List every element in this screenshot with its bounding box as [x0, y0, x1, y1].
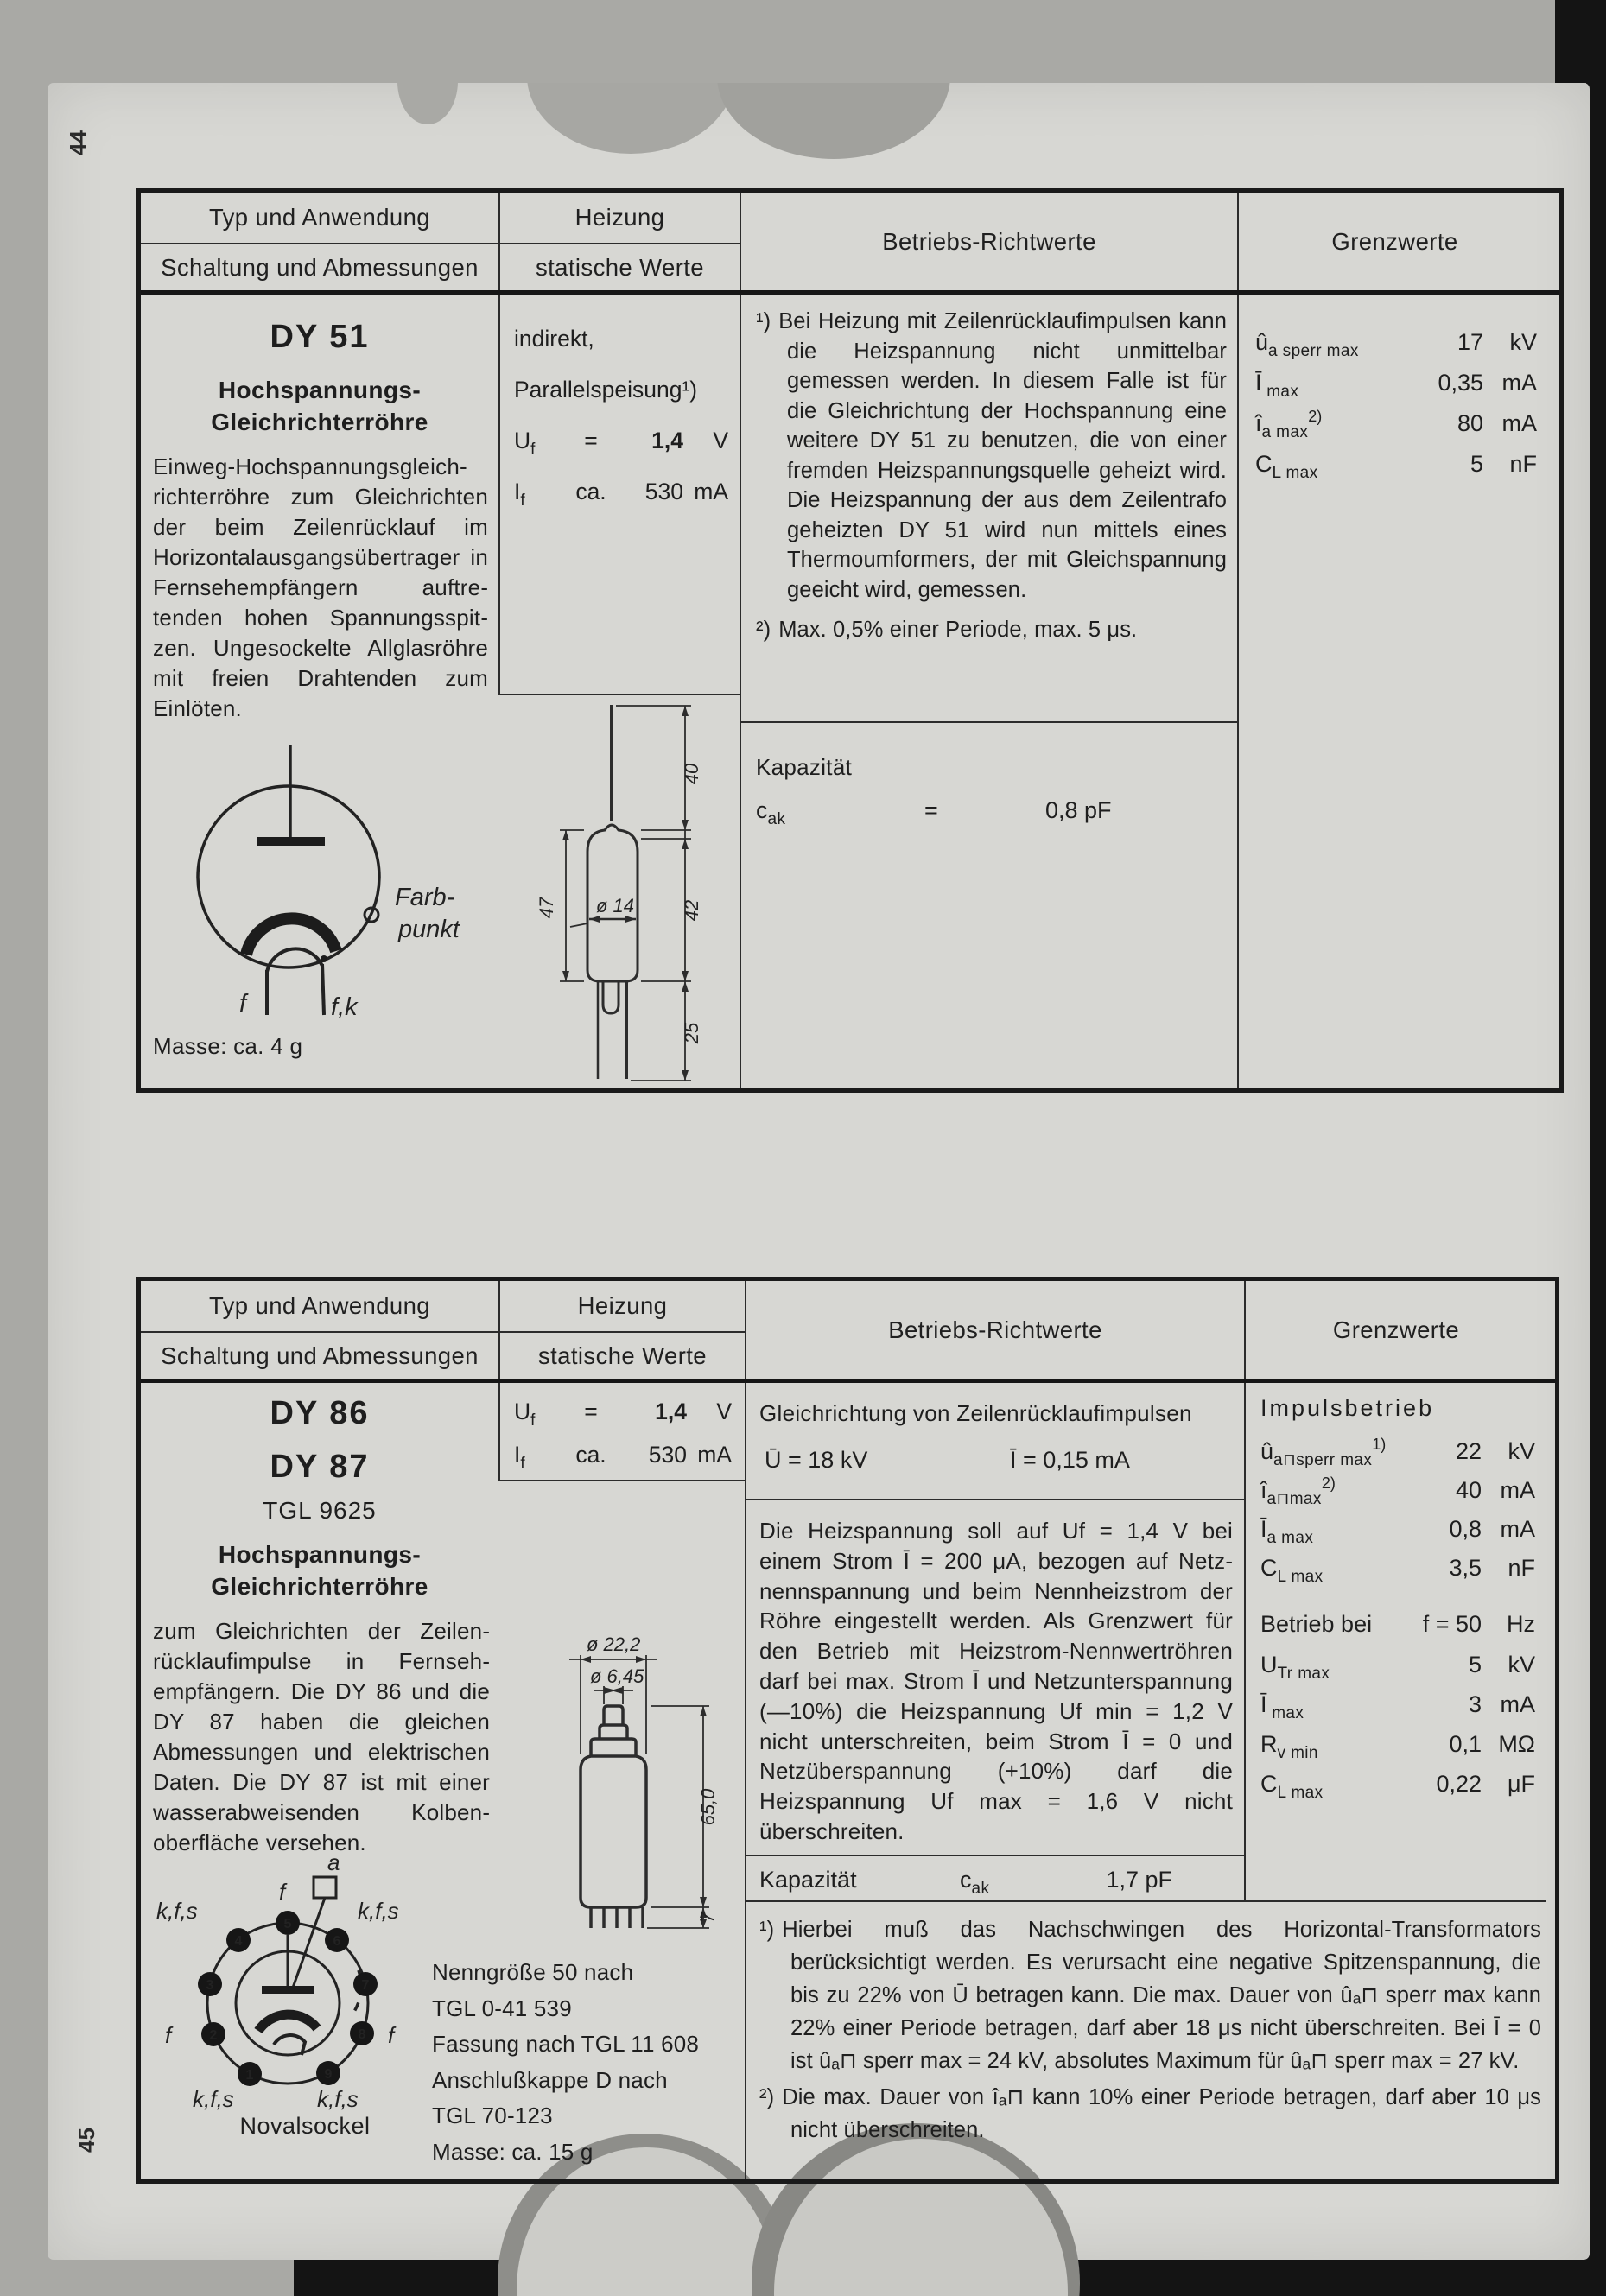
socket-info-line: Fassung nach TGL 11 608	[432, 2031, 700, 2057]
color-dot-label: Farb-	[395, 884, 455, 911]
socket-name: Novalsockel	[239, 2113, 371, 2139]
dim-pins: 7	[697, 1912, 719, 1924]
socket-info-line: Masse: ca. 15 g	[432, 2138, 594, 2165]
header-grenzwerte: Grenzwerte	[1331, 227, 1458, 255]
tube-subtitle-line1: Hochspannungs-	[218, 1541, 422, 1568]
tube-subtitle-line2: Gleichrichterröhre	[211, 1573, 428, 1600]
svg-text:f: f	[279, 1879, 286, 1905]
limit-row: C L max 0,22 μF	[1260, 1771, 1535, 1802]
page-number-top: 44	[64, 130, 91, 155]
header-statische-werte: statische Werte	[537, 1341, 707, 1369]
socket-info-line: Nenngröße 50 nach	[432, 1959, 634, 1985]
svg-text:2: 2	[209, 2028, 218, 2043]
divider	[745, 1281, 746, 2179]
heating-block	[514, 1399, 732, 1485]
limit-row: C L max 3,5 nF	[1260, 1555, 1535, 1586]
divider	[1237, 193, 1239, 1088]
header-heizung: Heizung	[577, 1292, 668, 1319]
svg-text:k,f,s: k,f,s	[317, 2086, 359, 2112]
capacitance-row	[756, 797, 1227, 832]
header-statische-werte: statische Werte	[535, 253, 704, 281]
exhaust-tip	[603, 981, 619, 1013]
heating-block	[514, 314, 728, 517]
header-typ-anwendung: Typ und Anwendung	[208, 1292, 431, 1319]
u-value: Ū = 18 kV	[765, 1447, 868, 1473]
bulb-body	[581, 1756, 646, 1907]
cak-value: 1,7 pF	[1106, 1867, 1172, 1893]
dim-body: 42	[681, 899, 702, 922]
heating-uf-row	[514, 415, 728, 466]
svg-text:k,f,s: k,f,s	[156, 1898, 198, 1924]
limit-row: R v min 0,1 MΩ	[1260, 1731, 1535, 1762]
svg-text:f: f	[165, 2022, 172, 2048]
tube-title	[141, 1386, 498, 1494]
dy51-schematic-diagram	[146, 745, 517, 1022]
cap-flange	[591, 1739, 636, 1756]
tube-title-line2: DY 87	[270, 1449, 370, 1485]
socket-info-block	[432, 1955, 726, 2170]
header-schaltung: Schaltung und Abmessungen	[161, 1341, 479, 1369]
capacitance-label: Kapazität	[759, 1867, 857, 1893]
notes-block	[759, 1913, 1541, 2147]
page-number-bottom: 45	[73, 2128, 99, 2153]
header-schaltung: Schaltung und Abmessungen	[161, 253, 479, 281]
if-symbol: I	[514, 479, 521, 504]
limit-row: î a max 2) 80 mA	[1255, 408, 1537, 441]
if-unit: mA	[694, 479, 728, 504]
color-dot-label: punkt	[398, 916, 460, 943]
limit-row: Ī a max 0,8 mA	[1260, 1516, 1535, 1547]
divider	[745, 1900, 1546, 1902]
header-grenzwerte: Grenzwerte	[1332, 1316, 1460, 1343]
cak-op: =	[924, 797, 938, 823]
footnote-1	[759, 1913, 1541, 2077]
dim-cap: ø 6,45	[590, 1665, 644, 1687]
dim-diameter: ø 14	[596, 895, 635, 916]
heating-if-row: $I_f$ ca. 530 mA	[514, 1442, 732, 1473]
tube-envelope-circle	[198, 786, 379, 967]
dy86-table	[136, 1277, 1559, 2184]
heating-if-row	[514, 466, 728, 517]
divider	[740, 721, 1239, 723]
cak-sub: ak	[971, 1880, 990, 1898]
tube-description: Einweg-Hochspannungsgleichrichterröhre zum Gleichrichten der beim Zeilenrücklauf im Horizontalausgangsübertrager in Fernsehempfängern auftretenden hohen Spannungsspitzen. Ungesockelte Allglasröhre mit freien Drahtenden zum Einlöten.	[153, 453, 488, 721]
limit-row: Ī max 0,35 mA	[1255, 370, 1537, 401]
socket-info-line: TGL 0-41 539	[432, 1995, 572, 2021]
top-cap-symbol	[314, 1877, 336, 1898]
footnote-2	[756, 615, 1227, 645]
dy51-table	[136, 188, 1564, 1093]
uf-sub: f	[530, 441, 536, 459]
divider	[740, 193, 741, 1088]
page-curl-top	[380, 83, 1002, 162]
capacitance-row	[759, 1867, 1233, 1900]
cathode-arc	[258, 2014, 317, 2031]
uf-op: =	[584, 428, 598, 453]
socket-info-line: TGL 70-123	[432, 2103, 553, 2128]
betrieb-row: Betrieb bei f = 50 Hz	[1260, 1611, 1535, 1637]
svg-text:5: 5	[283, 1917, 292, 1931]
footnote-2	[759, 2081, 1541, 2147]
heating-line1: indirekt,	[514, 326, 594, 352]
divider	[745, 1499, 1246, 1500]
i-value: Ī = 0,15 mA	[1010, 1447, 1130, 1473]
socket-info-line: Anschlußkappe D nach	[432, 2066, 668, 2093]
uf-symbol: U	[514, 428, 531, 453]
divider	[141, 1379, 1555, 1383]
svg-text:k,f,s: k,f,s	[193, 2086, 234, 2112]
cak-symbol: c	[960, 1867, 972, 1893]
cap-step	[600, 1725, 627, 1739]
dy51-outline-drawing	[527, 701, 726, 1085]
svg-text:4: 4	[234, 1934, 243, 1949]
footnote-1-marker: ¹)	[756, 309, 771, 333]
impulsbetrieb-title: Impulsbetrieb	[1260, 1395, 1435, 1421]
dim-lead-top: 40	[681, 763, 702, 785]
limit-row: î a⊓max 2) 40 mA	[1260, 1475, 1535, 1508]
if-op: ca.	[575, 479, 606, 504]
operating-title: Gleichrichtung von Zeilenrücklaufimpulsen	[759, 1400, 1192, 1426]
dim-diameter: ø 22,2	[587, 1633, 641, 1655]
header-typ-anwendung: Typ und Anwendung	[208, 204, 431, 231]
dim-overall: 47	[536, 897, 557, 919]
footnote-1-marker: ¹)	[759, 1918, 775, 1942]
tube-description: zum Gleichrichten der Zeilenrücklaufimpulse in Fernsehempfängern. Die DY 86 und die DY 87 haben die gleichen Abmessungen und elektrischen Daten. Die DY 87 ist mit einer wasserabweisenden Kolbenoberfläche versehen.	[153, 1618, 490, 1855]
lead-fk	[322, 964, 324, 1015]
footnote-2-marker: ²)	[756, 618, 771, 642]
svg-text:8: 8	[358, 2027, 366, 2042]
divider	[141, 290, 1559, 295]
divider	[745, 1855, 1246, 1856]
limits-block	[1255, 329, 1537, 492]
top-cap-lead	[293, 1898, 325, 1988]
limit-row: û a⊓sperr max 1) 22 kV	[1260, 1436, 1535, 1469]
heating-uf-row: $U_f$ = 1,4 V	[514, 1399, 732, 1430]
dy86-outline-drawing	[517, 1517, 729, 1930]
lead-label-f: f	[239, 990, 247, 1018]
tube-title: DY 51	[270, 319, 370, 355]
limit-row: C L max 5 nF	[1255, 451, 1537, 482]
heating-line2: Parallelspeisung¹)	[514, 377, 698, 403]
svg-text:f: f	[388, 2022, 395, 2048]
svg-text:k,f,s: k,f,s	[358, 1898, 399, 1924]
limit-row: Ī max 3 mA	[1260, 1691, 1535, 1722]
tube-title-line1: DY 86	[270, 1395, 370, 1431]
uf-value: 1,4	[651, 428, 683, 453]
svg-text:6: 6	[333, 1934, 341, 1949]
divider	[498, 694, 741, 695]
tube-standard: TGL 9625	[263, 1497, 377, 1524]
svg-text:1: 1	[245, 2068, 254, 2083]
operating-paragraph: Die Heizspannung soll auf Uf = 1,4 V bei einem Strom Ī = 200 μA, bezogen auf Netznennspannung und beim Nennheizstrom der Röhre eingestellt werden. Als Grenzwert für den Betrieb mit Heizstrom-Nennwertröhren darf bei max. Strom Ī und Netzunterspannung (—10%) die Heizspannung Uf min = 1,2 V nicht unterschreiten, beim Strom Ī = 0 und Netzüberspannung (+10%) darf die Heizspannung Uf max = 1,6 V nicht überschreiten.	[759, 1518, 1233, 1844]
anode-bar	[257, 837, 325, 846]
junction-dot	[321, 955, 327, 962]
footnote-2-marker: ²)	[759, 2085, 775, 2109]
svg-text:7: 7	[361, 1978, 370, 1993]
tube-subtitle-line1: Hochspannungs-	[218, 377, 422, 403]
dy86-pinout-diagram	[148, 1851, 462, 2112]
tube-subtitle-line2: Gleichrichterröhre	[211, 409, 428, 435]
if-sub: f	[520, 492, 526, 510]
top-cap	[604, 1706, 623, 1725]
cak-symbol: c	[756, 797, 768, 823]
anode-bar	[262, 1986, 314, 1994]
cak-value: 0,8 pF	[1045, 797, 1112, 823]
limits-block	[1260, 1395, 1535, 1811]
limit-row: U Tr max 5 kV	[1260, 1652, 1535, 1683]
mass-label: Masse: ca. 4 g	[153, 1033, 303, 1059]
header-betriebs-richtwerte: Betriebs-Richtwerte	[888, 1316, 1102, 1343]
dim-height: 65,0	[697, 1788, 719, 1826]
lead-label-fk: f,k	[331, 993, 358, 1021]
footnote-1-text: Hierbei muß das Nachschwingen des Horizontal-Transformators berücksichtigt werden. Es verursacht eine negative Spitzenspannung, die bis zu 22% von Ū betragen kann. Die max. Dauer von ûₐ⊓ sperr max kann 22% einer Periode betragen, darf aber 18 μs nicht überschreiten. Bei Ī = 0 ist ûₐ⊓ sperr max = 24 kV, absolutes Maximum für ûₐ⊓ sperr max = 27 kV.	[782, 1918, 1541, 2073]
footnote-1	[756, 307, 1227, 605]
header-betriebs-richtwerte: Betriebs-Richtwerte	[882, 227, 1096, 255]
header-heizung: Heizung	[574, 204, 665, 231]
footnote-2-text: Max. 0,5% einer Periode, max. 5 μs.	[778, 618, 1138, 642]
footnote-2-text: Die max. Dauer von îₐ⊓ kann 10% einer Periode betragen, darf aber 10 μs nicht überschreiten.	[782, 2085, 1541, 2142]
notes-block	[756, 307, 1227, 645]
cak-sub: ak	[767, 810, 786, 828]
capacitance-label: Kapazität	[756, 754, 853, 780]
svg-text:a: a	[327, 1851, 340, 1875]
svg-text:9: 9	[324, 2067, 333, 2082]
limit-row: û a sperr max 17 kV	[1255, 329, 1537, 360]
if-value: 530	[644, 479, 683, 504]
footnote-1-text: Bei Heizung mit Zeilenrücklaufimpulsen kann die Heizspannung nicht unmittelbar gemessen werden. In diesem Falle ist für die Gleichrichtung der Hochspannung eine weitere DY 51 zu benutzen, die von einer fremden Heizspannungsquelle geheizt wird. Die Heizspannung der aus dem Zeilentrafo geheizten DY 51 wird nun mittels eines Thermoumformers, der mit Gleichspannung geeicht wird, gemessen.	[778, 309, 1227, 602]
heater-hook	[274, 2035, 305, 2055]
uf-unit: V	[713, 428, 728, 453]
svg-text:3: 3	[206, 1978, 214, 1993]
dim-lead-bottom: 25	[681, 1022, 702, 1044]
